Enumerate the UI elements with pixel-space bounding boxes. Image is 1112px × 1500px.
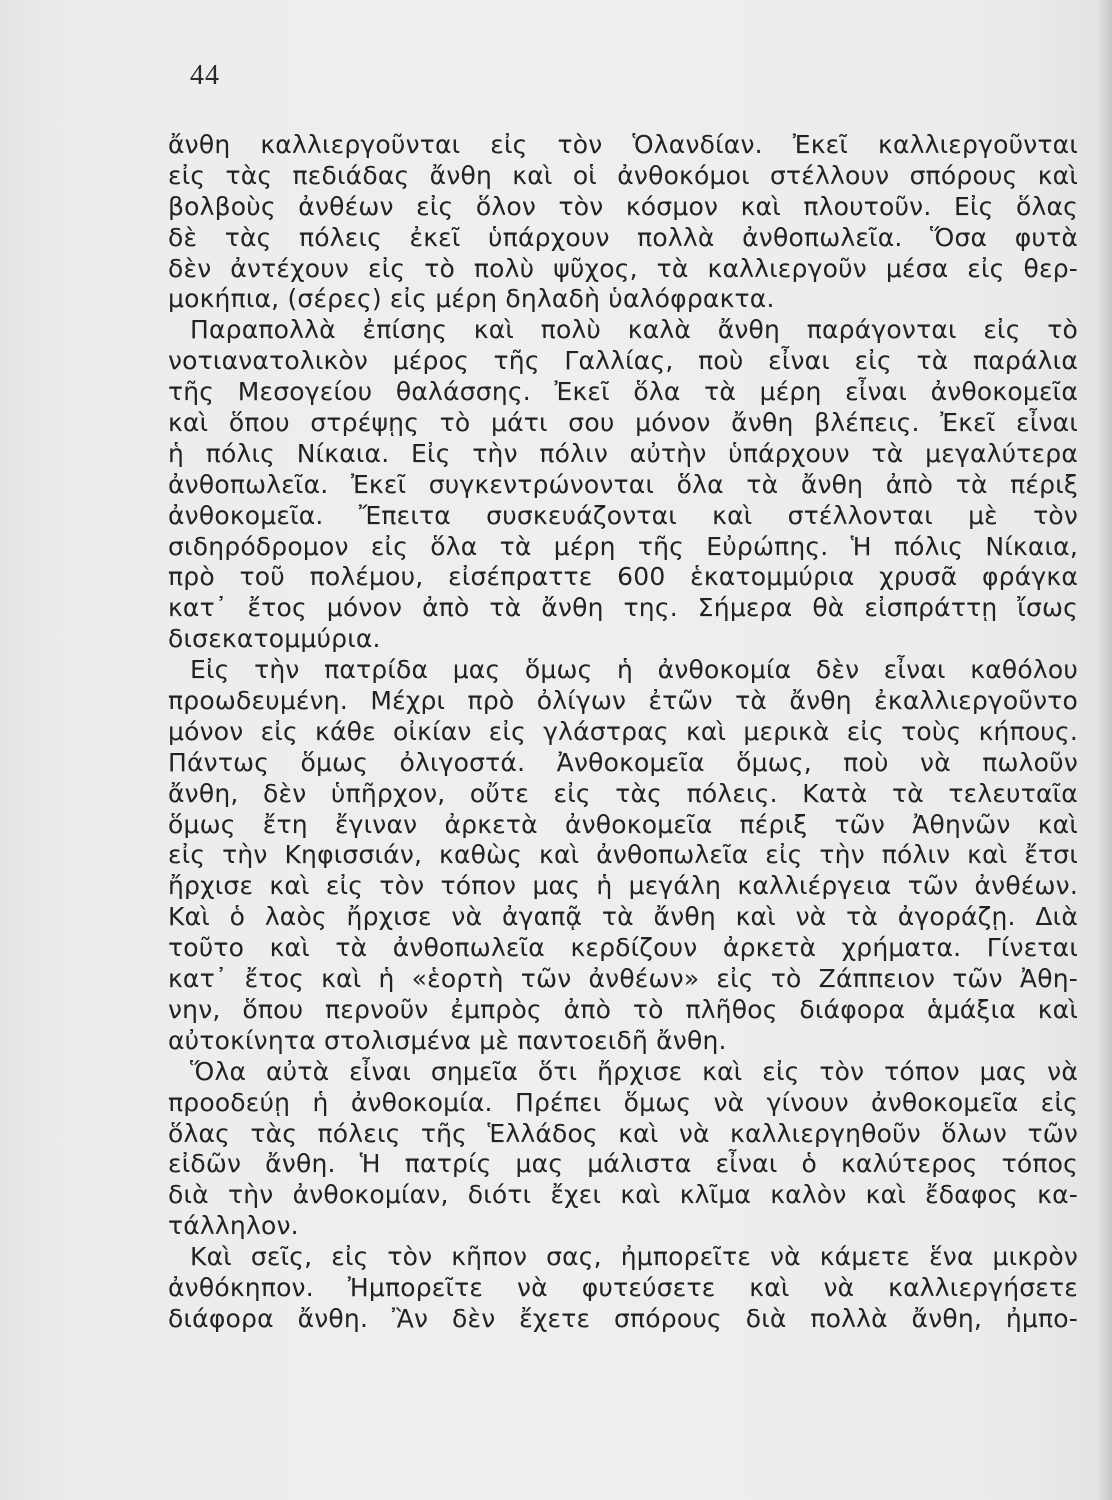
- text-line: βολβοὺς ἀνθέων εἰς ὅλον τὸν κόσμον καὶ πλουτοῦν. Εἰς ὅλας: [168, 191, 1078, 221]
- paragraph-4: [168, 1057, 1078, 1242]
- text-line: ὅλας τὰς πόλεις τῆς Ἑλλάδος καὶ νὰ καλλιεργηθοῦν ὅλων τῶν: [168, 1118, 1078, 1148]
- paragraph-5: [168, 1242, 1078, 1335]
- text-line: Εἰς τὴν πατρίδα μας ὅμως ἡ ἀνθοκομία δὲν εἶναι καθόλου: [190, 655, 1078, 685]
- text-line: ἄνθη, δὲν ὑπῆρχον, οὔτε εἰς τὰς πόλεις. Κατὰ τὰ τελευταῖα: [168, 778, 1078, 808]
- text-line: κατ᾽ ἔτος μόνον ἀπὸ τὰ ἄνθη της. Σήμερα θὰ εἰσπράττῃ ἴσως: [168, 593, 1078, 623]
- text-line: μόνον εἰς κάθε οἰκίαν εἰς γλάστρας καὶ μερικὰ εἰς τοὺς κήπους.: [168, 716, 1078, 746]
- text-line: δισεκατομμύρια.: [168, 624, 381, 654]
- text-line: Πάντως ὅμως ὀλιγοστά. Ἀνθοκομεῖα ὅμως, ποὺ νὰ πωλοῦν: [168, 747, 1078, 777]
- text-line: αὐτοκίνητα στολισμένα μὲ παντοειδῆ ἄνθη.: [168, 1025, 727, 1055]
- text-line: εἰς τὴν Κηφισσιάν, καθὼς καὶ ἀνθοπωλεῖα εἰς τὴν πόλιν καὶ ἔτσι: [168, 840, 1078, 870]
- text-line: καὶ ὅπου στρέψῃς τὸ μάτι σου μόνον ἄνθη βλέπεις. Ἐκεῖ εἶναι: [168, 408, 1078, 438]
- text-line: προωδευμένη. Μέχρι πρὸ ὀλίγων ἐτῶν τὰ ἄνθη ἐκαλλιεργοῦντο: [168, 686, 1078, 716]
- text-line: τῆς Μεσογείου θαλάσσης. Ἐκεῖ ὅλα τὰ μέρη εἶναι ἀνθοκομεῖα: [168, 377, 1078, 407]
- text-line: σιδηρόδρομον εἰς ὅλα τὰ μέρη τῆς Εὐρώπης. Ἡ πόλις Νίκαια,: [168, 531, 1078, 561]
- text-line: Καὶ ὁ λαὸς ἤρχισε νὰ ἀγαπᾷ τὰ ἄνθη καὶ νὰ τὰ ἀγοράζῃ. Διὰ: [168, 902, 1078, 932]
- body-text: [168, 130, 1078, 1335]
- text-line: πρὸ τοῦ πολέμου, εἰσέπραττε 600 ἑκατομμύρια χρυσᾶ φράγκα: [168, 562, 1078, 592]
- text-line: διάφορα ἄνθη. Ἂν δὲν ἔχετε σπόρους διὰ πολλὰ ἄνθη, ἠμπο-: [168, 1303, 1078, 1333]
- text-line: προοδεύῃ ἡ ἀνθοκομία. Πρέπει ὅμως νὰ γίνουν ἀνθοκομεῖα εἰς: [168, 1087, 1078, 1117]
- text-line: νοτιανατολικὸν μέρος τῆς Γαλλίας, ποὺ εἶναι εἰς τὰ παράλια: [168, 346, 1078, 376]
- text-line: ἀνθόκηπον. Ἠμπορεῖτε νὰ φυτεύσετε καὶ νὰ καλλιεργήσετε: [168, 1272, 1078, 1302]
- text-line: εἰδῶν ἄνθη. Ἡ πατρίς μας μάλιστα εἶναι ὁ καλύτερος τόπος: [168, 1149, 1078, 1179]
- text-line: ἀνθοπωλεῖα. Ἐκεῖ συγκεντρώνονται ὅλα τὰ ἄνθη ἀπὸ τὰ πέριξ: [168, 469, 1078, 499]
- text-line: ἤρχισε καὶ εἰς τὸν τόπον μας ἡ μεγάλη καλλιέργεια τῶν ἀνθέων.: [168, 871, 1078, 901]
- text-line: νην, ὅπου περνοῦν ἐμπρὸς ἀπὸ τὸ πλῆθος διάφορα ἁμάξια καὶ: [168, 994, 1078, 1024]
- text-line: Ὅλα αὐτὰ εἶναι σημεῖα ὅτι ἤρχισε καὶ εἰς τὸν τόπον μας νὰ: [190, 1056, 1078, 1086]
- text-line: ἡ πόλις Νίκαια. Εἰς τὴν πόλιν αὐτὴν ὑπάρχουν τὰ μεγαλύτερα: [168, 438, 1078, 468]
- text-line: κατ᾽ ἔτος καὶ ἡ «ἑορτὴ τῶν ἀνθέων» εἰς τὸ Ζάππειον τῶν Ἀθη-: [168, 964, 1078, 994]
- text-line: ἀνθοκομεῖα. Ἔπειτα συσκευάζονται καὶ στέλλονται μὲ τὸν: [168, 500, 1078, 530]
- text-line: δὲν ἀντέχουν εἰς τὸ πολὺ ψῦχος, τὰ καλλιεργοῦν μέσα εἰς θερ-: [168, 253, 1078, 283]
- page-number: 44: [190, 60, 220, 91]
- text-line: τοῦτο καὶ τὰ ἀνθοπωλεῖα κερδίζουν ἀρκετὰ χρήματα. Γίνεται: [168, 933, 1078, 963]
- page-edge-shadow: [1098, 0, 1112, 1500]
- text-line: ὅμως ἔτη ἔγιναν ἀρκετὰ ἀνθοκομεῖα πέριξ τῶν Ἀθηνῶν καὶ: [168, 809, 1078, 839]
- text-line: ἄνθη καλλιεργοῦνται εἰς τὸν Ὁλανδίαν. Ἐκεῖ καλλιεργοῦνται: [168, 130, 1078, 159]
- text-line: μοκήπια, (σέρες) εἰς μέρη δηλαδὴ ὑαλόφρακτα.: [168, 284, 775, 314]
- text-line: Παραπολλὰ ἐπίσης καὶ πολὺ καλὰ ἄνθη παράγονται εἰς τὸ: [190, 315, 1078, 345]
- paragraph-1: [168, 130, 1078, 315]
- paragraph-3: [168, 655, 1078, 1057]
- paragraph-2: [168, 315, 1078, 655]
- text-line: δὲ τὰς πόλεις ἐκεῖ ὑπάρχουν πολλὰ ἀνθοπωλεῖα. Ὅσα φυτὰ: [168, 222, 1078, 252]
- text-line: εἰς τὰς πεδιάδας ἄνθη καὶ οἱ ἀνθοκόμοι στέλλουν σπόρους καὶ: [168, 160, 1078, 190]
- text-line: διὰ τὴν ἀνθοκομίαν, διότι ἔχει καὶ κλῖμα καλὸν καὶ ἔδαφος κα-: [168, 1180, 1078, 1210]
- text-line: Καὶ σεῖς, εἰς τὸν κῆπον σας, ἠμπορεῖτε νὰ κάμετε ἕνα μικρὸν: [190, 1242, 1078, 1272]
- text-line: τάλληλον.: [168, 1211, 299, 1241]
